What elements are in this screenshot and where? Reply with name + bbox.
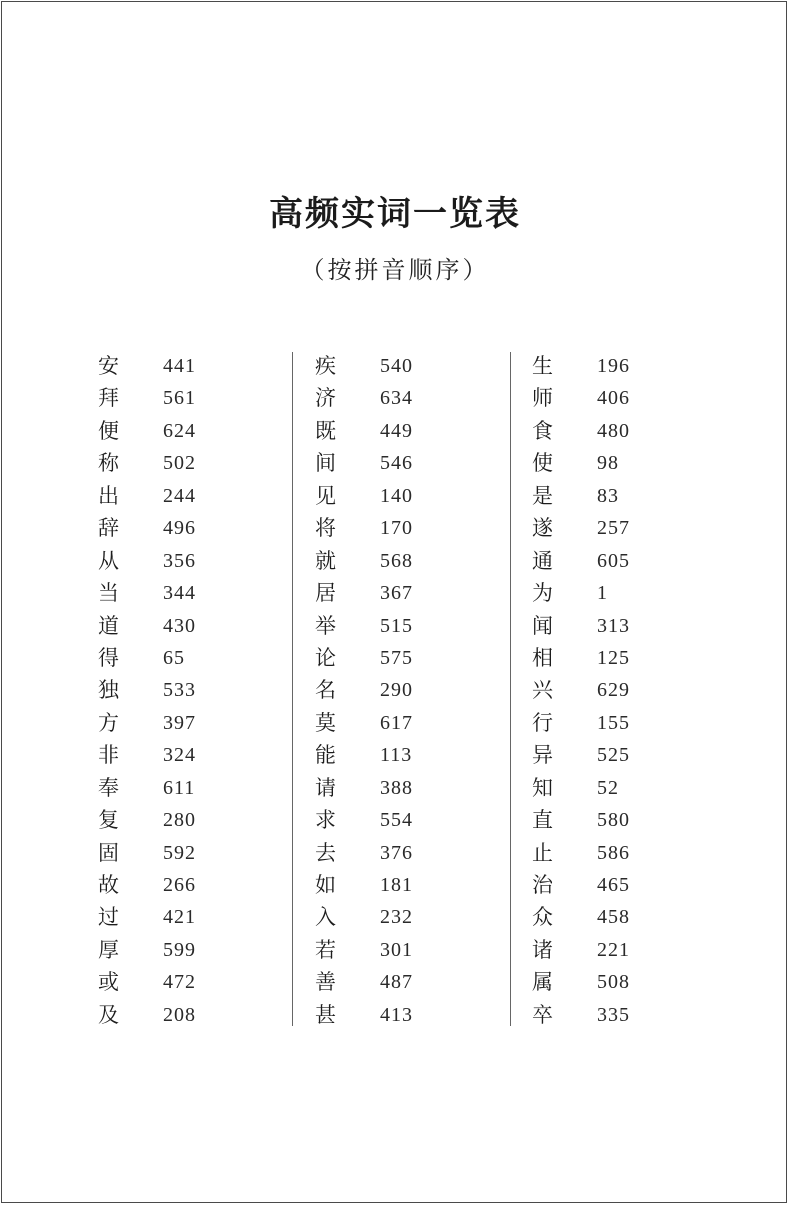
entry-character: 止 bbox=[532, 840, 553, 865]
entry-page-number: 421 bbox=[163, 906, 196, 929]
entry-page-number: 344 bbox=[163, 582, 196, 605]
entry-page-number: 441 bbox=[163, 355, 196, 377]
entry-character: 拜 bbox=[98, 386, 119, 411]
word-entry bbox=[98, 447, 248, 479]
word-entry bbox=[532, 934, 682, 966]
entry-character: 遂 bbox=[532, 516, 553, 541]
entry-page-number: 406 bbox=[597, 387, 630, 410]
entry-page-number: 196 bbox=[597, 355, 630, 377]
page-subtitle: （按拼音顺序） bbox=[300, 256, 490, 284]
entry-page-number: 624 bbox=[163, 419, 196, 442]
entry-page-number: 244 bbox=[163, 484, 196, 507]
word-entry bbox=[315, 480, 465, 512]
word-entry bbox=[98, 966, 248, 998]
entry-character: 属 bbox=[532, 970, 553, 995]
entry-page-number: 472 bbox=[163, 971, 196, 994]
entry-page-number: 301 bbox=[380, 938, 413, 961]
entry-page-number: 83 bbox=[597, 484, 619, 507]
entry-character: 举 bbox=[315, 613, 336, 638]
word-entry bbox=[315, 512, 465, 544]
entry-page-number: 335 bbox=[597, 1003, 630, 1026]
word-entry bbox=[98, 480, 248, 512]
entry-character: 过 bbox=[98, 905, 119, 930]
entry-page-number: 52 bbox=[597, 776, 619, 799]
word-entry bbox=[532, 610, 682, 642]
column-divider bbox=[510, 352, 511, 1026]
entry-character: 独 bbox=[98, 678, 119, 703]
entry-page-number: 496 bbox=[163, 517, 196, 540]
word-entry bbox=[98, 837, 248, 869]
entry-character: 请 bbox=[315, 775, 336, 800]
entry-page-number: 533 bbox=[163, 679, 196, 702]
word-entry bbox=[532, 869, 682, 901]
word-entry bbox=[315, 577, 465, 609]
entry-page-number: 98 bbox=[597, 452, 619, 475]
entry-character: 非 bbox=[98, 743, 119, 768]
word-entry bbox=[532, 901, 682, 933]
entry-page-number: 592 bbox=[163, 841, 196, 864]
entry-page-number: 388 bbox=[380, 776, 413, 799]
entry-page-number: 449 bbox=[380, 419, 413, 442]
entry-character: 行 bbox=[532, 710, 553, 735]
word-entry bbox=[315, 674, 465, 706]
entry-character: 善 bbox=[315, 970, 336, 995]
entry-page-number: 568 bbox=[380, 549, 413, 572]
column-divider bbox=[292, 352, 293, 1026]
word-entry bbox=[98, 642, 248, 674]
word-entry bbox=[532, 577, 682, 609]
entry-page-number: 502 bbox=[163, 452, 196, 475]
entry-character: 兴 bbox=[532, 678, 553, 703]
word-entry bbox=[532, 415, 682, 447]
word-entry bbox=[315, 966, 465, 998]
word-column-3 bbox=[532, 350, 682, 1031]
word-entry bbox=[315, 739, 465, 771]
entry-character: 众 bbox=[532, 905, 553, 930]
entry-character: 间 bbox=[315, 451, 336, 476]
entry-character: 若 bbox=[315, 937, 336, 962]
entry-character: 论 bbox=[315, 645, 336, 670]
word-entry bbox=[98, 869, 248, 901]
word-entry bbox=[98, 610, 248, 642]
entry-page-number: 487 bbox=[380, 971, 413, 994]
word-entry bbox=[532, 512, 682, 544]
entry-page-number: 561 bbox=[163, 387, 196, 410]
word-column-2 bbox=[315, 350, 465, 1031]
word-entry bbox=[532, 447, 682, 479]
word-entry bbox=[532, 642, 682, 674]
entry-character: 能 bbox=[315, 743, 336, 768]
entry-page-number: 1 bbox=[597, 582, 608, 605]
entry-page-number: 580 bbox=[597, 809, 630, 832]
word-entry bbox=[98, 415, 248, 447]
word-entry bbox=[98, 577, 248, 609]
entry-page-number: 634 bbox=[380, 387, 413, 410]
word-entry bbox=[98, 545, 248, 577]
entry-character: 求 bbox=[315, 808, 336, 833]
entry-character: 既 bbox=[315, 418, 336, 443]
entry-page-number: 376 bbox=[380, 841, 413, 864]
word-entry bbox=[98, 350, 248, 382]
entry-page-number: 605 bbox=[597, 549, 630, 572]
word-entry bbox=[532, 674, 682, 706]
entry-character: 道 bbox=[98, 613, 119, 638]
word-entry bbox=[98, 772, 248, 804]
word-entry bbox=[315, 804, 465, 836]
word-entry bbox=[98, 707, 248, 739]
entry-page-number: 125 bbox=[597, 646, 630, 669]
entry-character: 疾 bbox=[315, 354, 336, 378]
entry-character: 方 bbox=[98, 710, 119, 735]
word-entry bbox=[315, 772, 465, 804]
entry-character: 辞 bbox=[98, 516, 119, 541]
entry-page-number: 554 bbox=[380, 809, 413, 832]
entry-character: 诸 bbox=[532, 937, 553, 962]
word-entry bbox=[315, 447, 465, 479]
entry-character: 卒 bbox=[532, 1002, 553, 1027]
entry-page-number: 617 bbox=[380, 711, 413, 734]
entry-page-number: 257 bbox=[597, 517, 630, 540]
word-entry bbox=[315, 707, 465, 739]
word-entry bbox=[532, 545, 682, 577]
entry-page-number: 221 bbox=[597, 938, 630, 961]
entry-character: 相 bbox=[532, 645, 553, 670]
entry-page-number: 397 bbox=[163, 711, 196, 734]
entry-character: 得 bbox=[98, 645, 119, 670]
word-entry bbox=[315, 350, 465, 382]
entry-page-number: 629 bbox=[597, 679, 630, 702]
word-entry bbox=[315, 382, 465, 414]
entry-character: 奉 bbox=[98, 775, 119, 800]
word-entry bbox=[98, 901, 248, 933]
word-entry bbox=[98, 739, 248, 771]
word-entry bbox=[315, 934, 465, 966]
entry-character: 当 bbox=[98, 581, 119, 606]
word-entry bbox=[532, 382, 682, 414]
word-entry bbox=[315, 545, 465, 577]
entry-character: 入 bbox=[315, 905, 336, 930]
entry-character: 出 bbox=[98, 483, 119, 508]
word-entry bbox=[98, 674, 248, 706]
entry-character: 直 bbox=[532, 808, 553, 833]
word-entry bbox=[532, 707, 682, 739]
word-entry bbox=[315, 415, 465, 447]
entry-page-number: 515 bbox=[380, 614, 413, 637]
entry-page-number: 465 bbox=[597, 874, 630, 896]
entry-character: 或 bbox=[98, 970, 119, 995]
entry-character: 便 bbox=[98, 418, 119, 443]
entry-page-number: 586 bbox=[597, 841, 630, 864]
entry-character: 将 bbox=[315, 516, 336, 541]
word-entry bbox=[532, 772, 682, 804]
entry-character: 名 bbox=[315, 678, 336, 703]
entry-page-number: 266 bbox=[163, 874, 196, 896]
word-entry bbox=[532, 999, 682, 1031]
entry-page-number: 140 bbox=[380, 484, 413, 507]
entry-page-number: 181 bbox=[380, 874, 413, 896]
entry-character: 莫 bbox=[315, 710, 336, 735]
entry-page-number: 170 bbox=[380, 517, 413, 540]
word-entry bbox=[532, 739, 682, 771]
entry-page-number: 113 bbox=[380, 744, 413, 767]
word-entry bbox=[315, 642, 465, 674]
word-entry bbox=[532, 350, 682, 382]
entry-page-number: 546 bbox=[380, 452, 413, 475]
word-column-1 bbox=[98, 350, 248, 1031]
word-entry bbox=[98, 804, 248, 836]
entry-character: 去 bbox=[315, 840, 336, 865]
entry-character: 治 bbox=[532, 873, 553, 897]
entry-character: 食 bbox=[532, 418, 553, 443]
entry-character: 见 bbox=[315, 483, 336, 508]
entry-page-number: 155 bbox=[597, 711, 630, 734]
entry-page-number: 313 bbox=[597, 614, 630, 637]
word-entry bbox=[315, 999, 465, 1031]
entry-page-number: 367 bbox=[380, 582, 413, 605]
entry-character: 生 bbox=[532, 354, 553, 378]
entry-page-number: 356 bbox=[163, 549, 196, 572]
entry-page-number: 508 bbox=[597, 971, 630, 994]
word-entry bbox=[315, 869, 465, 901]
entry-character: 就 bbox=[315, 548, 336, 573]
entry-page-number: 525 bbox=[597, 744, 630, 767]
word-entry bbox=[98, 512, 248, 544]
entry-page-number: 280 bbox=[163, 809, 196, 832]
entry-character: 故 bbox=[98, 873, 119, 897]
entry-character: 是 bbox=[532, 483, 553, 508]
entry-character: 称 bbox=[98, 451, 119, 476]
entry-character: 为 bbox=[532, 581, 553, 606]
word-entry bbox=[532, 804, 682, 836]
entry-character: 异 bbox=[532, 743, 553, 768]
entry-character: 甚 bbox=[315, 1002, 336, 1027]
word-entry bbox=[98, 934, 248, 966]
entry-page-number: 413 bbox=[380, 1003, 413, 1026]
entry-character: 厚 bbox=[98, 937, 119, 962]
entry-page-number: 290 bbox=[380, 679, 413, 702]
page bbox=[1, 1, 787, 1203]
word-entry bbox=[532, 837, 682, 869]
entry-page-number: 458 bbox=[597, 906, 630, 929]
entry-character: 使 bbox=[532, 451, 553, 476]
entry-character: 复 bbox=[98, 808, 119, 833]
entry-character: 及 bbox=[98, 1002, 119, 1027]
entry-page-number: 232 bbox=[380, 906, 413, 929]
entry-page-number: 480 bbox=[597, 419, 630, 442]
entry-character: 济 bbox=[315, 386, 336, 411]
entry-page-number: 65 bbox=[163, 646, 185, 669]
word-entry bbox=[532, 966, 682, 998]
entry-page-number: 599 bbox=[163, 938, 196, 961]
entry-character: 如 bbox=[315, 873, 336, 897]
entry-page-number: 611 bbox=[163, 776, 196, 799]
word-entry bbox=[98, 999, 248, 1031]
word-entry bbox=[532, 480, 682, 512]
entry-page-number: 324 bbox=[163, 744, 196, 767]
entry-character: 知 bbox=[532, 775, 553, 800]
word-entry bbox=[315, 901, 465, 933]
word-entry bbox=[98, 382, 248, 414]
entry-page-number: 430 bbox=[163, 614, 196, 637]
entry-character: 居 bbox=[315, 581, 336, 606]
entry-page-number: 540 bbox=[380, 355, 413, 377]
entry-character: 师 bbox=[532, 386, 553, 411]
entry-character: 固 bbox=[98, 840, 119, 865]
entry-character: 从 bbox=[98, 548, 119, 573]
entry-character: 闻 bbox=[532, 613, 553, 638]
entry-character: 安 bbox=[98, 354, 119, 378]
entry-page-number: 575 bbox=[380, 646, 413, 669]
word-entry bbox=[315, 837, 465, 869]
word-entry bbox=[315, 610, 465, 642]
page-title: 高频实词一览表 bbox=[269, 194, 521, 234]
entry-character: 通 bbox=[532, 548, 553, 573]
entry-page-number: 208 bbox=[163, 1003, 196, 1026]
